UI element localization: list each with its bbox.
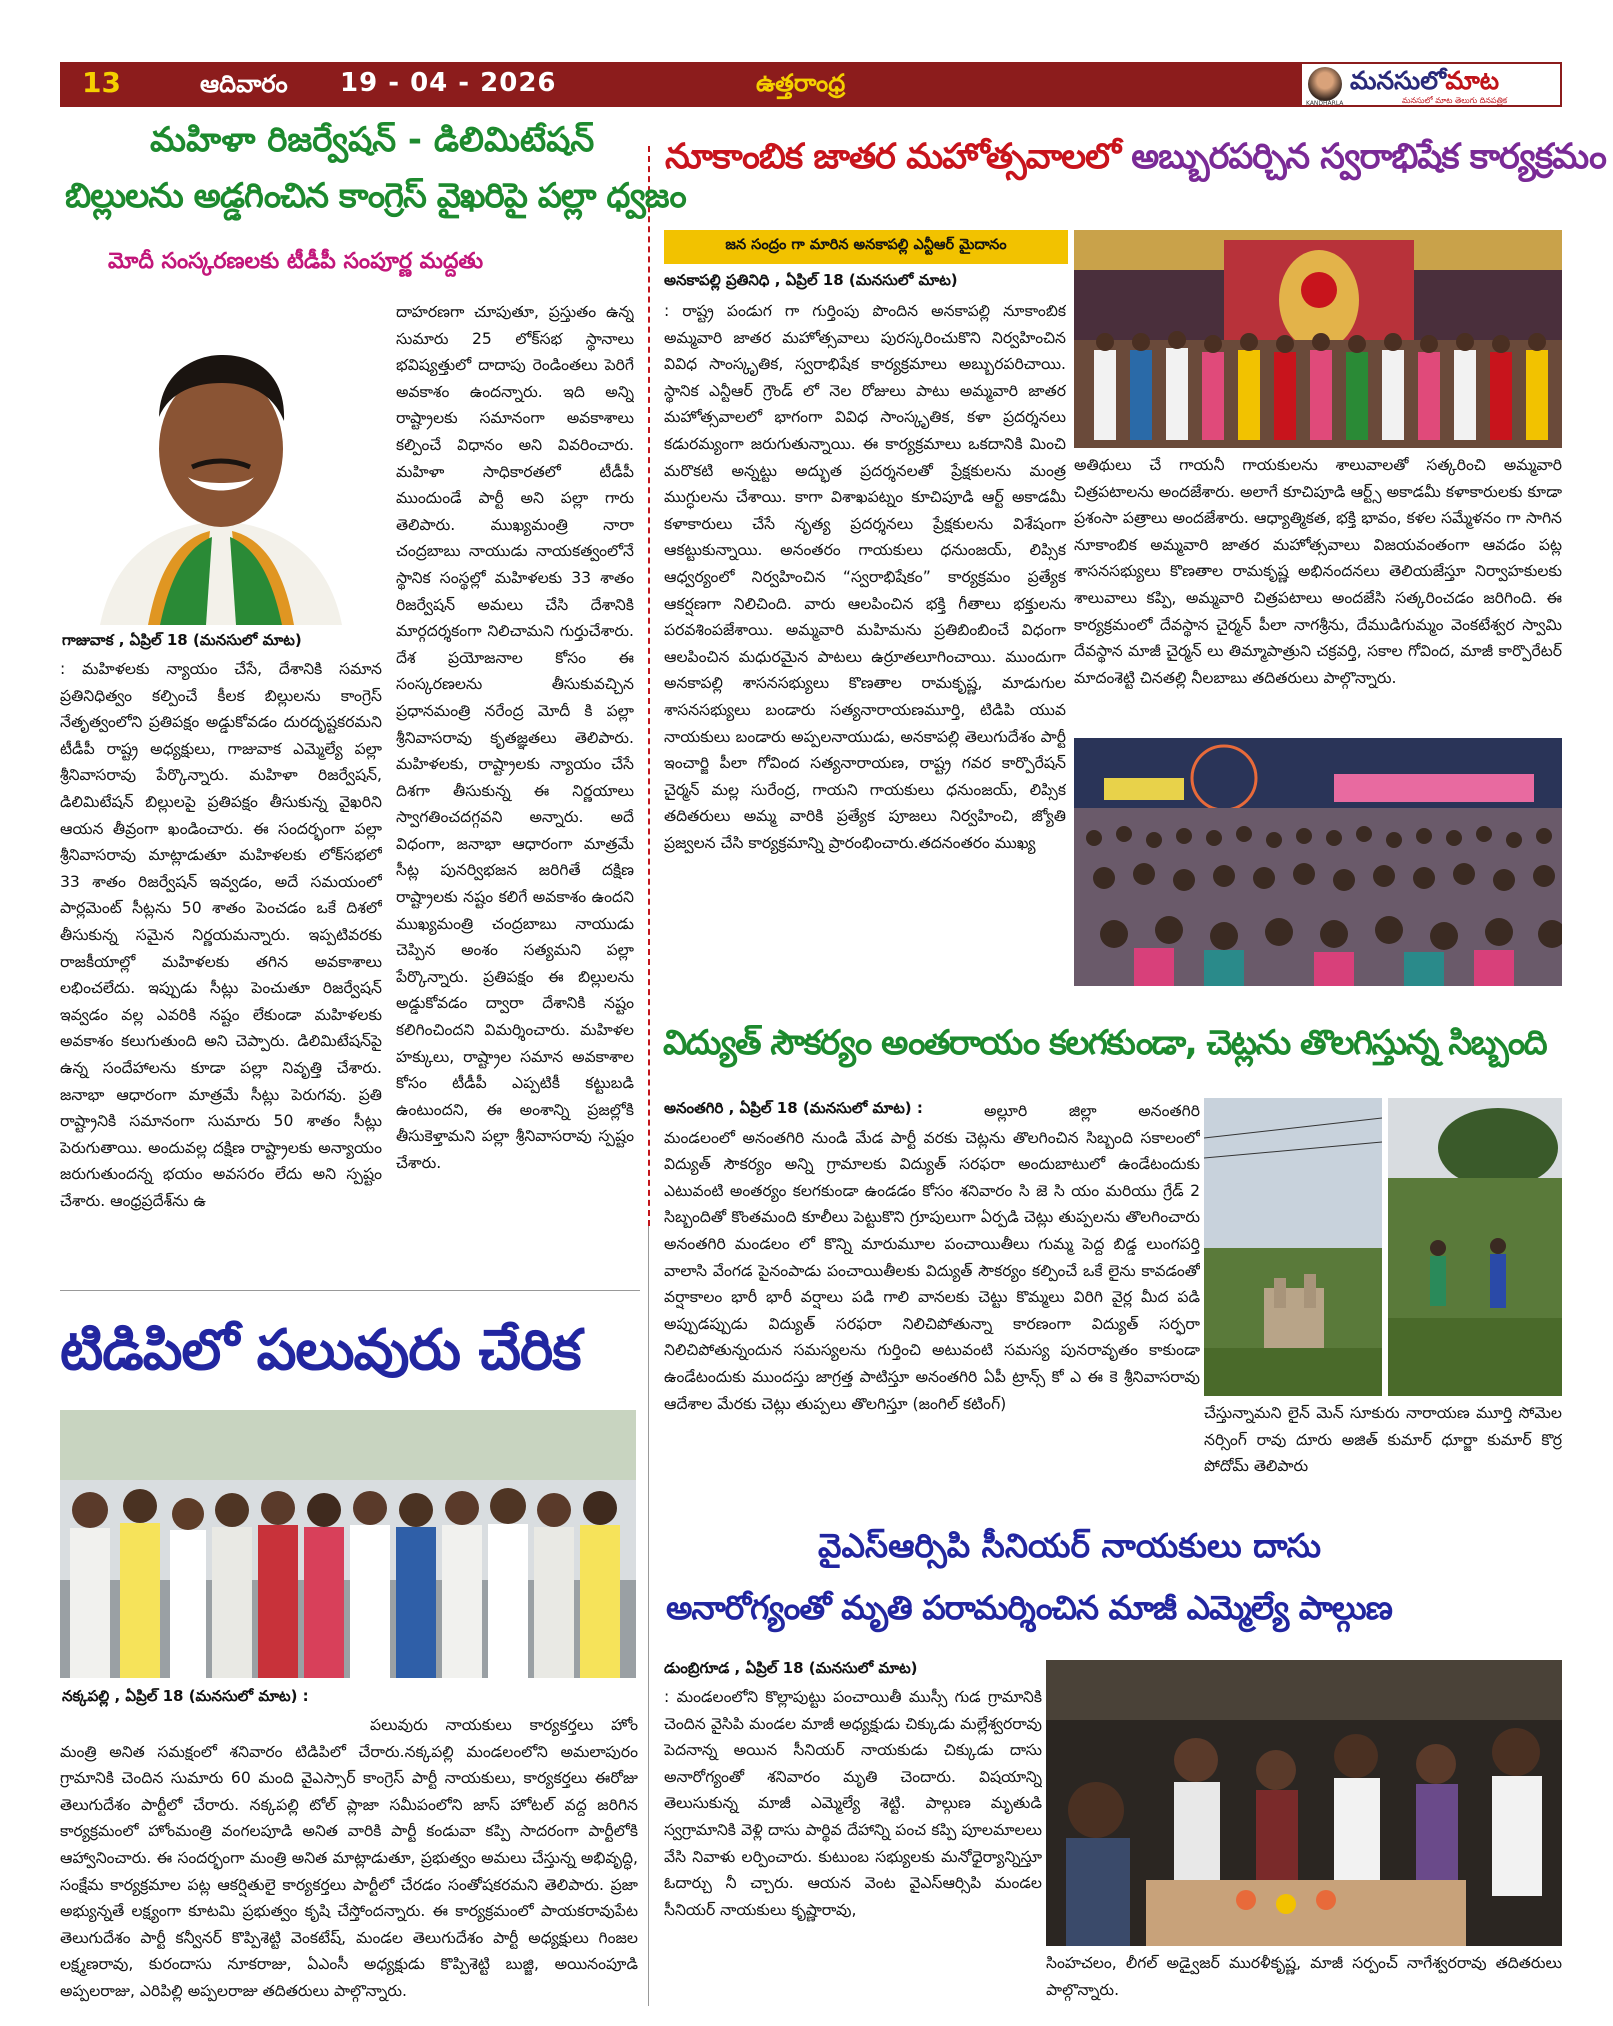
article1-headline-line1: మహిళా రిజర్వేషన్ - డిలిమిటేషన్	[150, 120, 595, 160]
article4-headline: టిడిపిలో పలువురు చేరిక	[60, 1318, 581, 1383]
article5-body-col2: సింహచలం, లీగల్ అడ్వైజర్ మురళీకృష్ణ, మాజీ సర్పంచ్ నాగేశ్వరరావు తదితరులు పాల్గొన్నారు.	[1046, 1954, 1562, 1999]
article2-body-col2: అతిథులు చే గాయనీ గాయకులను శాలువాలతో సత్కరించి అమ్మవారి చిత్రపటాలను అందజేశారు. అలాగే కూచిపూడి ఆర్ట్స్ అకాడమీ కళాకారులకు కూడా ప్రశంసా పత్రాలు అందజేశారు. ఆధ్యాత్మికత, భక్తి భావం, కళల సమ్మేళనం గా సాగిన నూకాంబిక అమ్మవారి జాతర మహోత్సవాలు విజయవంతంగా ఆవడం పట్ల శాసనసభ్యులు కొణతాల రామకృష్ణ అభినందనలు తెలియజేస్తూ నిర్వాహకులకు శాలువాలు కప్పి, అమ్మవారి చిత్రపటాలు అందజేసి సత్కరించడం జరిగింది. ఈ కార్యక్రమంలో దేవస్థాన చైర్మన్ పీలా నాగశ్రీను, దేముడిగుమ్మం వెంకటేశ్వర స్వామి దేవస్థాన మాజీ చైర్మన్ లు తిమ్మాపాత్రుని చక్రవర్తి, సకాల గోవింద, మాజీ కార్పొరేటర్ మాదంశెట్టి చినతల్లి నీలబాబు తదితరులు పాల్గొన్నారు.	[1074, 456, 1562, 687]
article3-body-col2: చేస్తున్నామని లైన్ మెన్ సూకురు నారాయణ మూర్తి సోమెల నర్సింగ్ రావు దూరు అజిత్ కుమార్ ధూర్జా కుమార్ కొర్ర పోదోమ్ తెలిపారు	[1204, 1404, 1562, 1476]
group-joining-image	[60, 1410, 636, 1678]
article4-body: పలువురు నాయకులు కార్యకర్తలు హోం మంత్రి అనిత సమక్షంలో శనివారం టిడిపిలో చేరారు.నక్కపల్లి మండలంలోని అమలాపురం గ్రామానికి చెందిన సుమారు 60 మంది వైఎస్సార్ కాంగ్రెస్ పార్టీ నాయకులు, కార్యకర్తలు ఈరోజు తెలుగుదేశం పార్టీలో చేరారు. నక్కపల్లి టోల్ ప్లాజా సమీపంలోని జాస్ హోటల్ వద్ద జరిగిన కార్యక్రమంలో హోంమంత్రి వంగలపూడి అనిత వారికి పార్టీ కండువా కప్పి సాదరంగా పార్టీలోకి ఆహ్వానించారు. ఈ సందర్భంగా మంత్రి అనిత మాట్లాడుతూ, ప్రభుత్వం అమలు చేస్తున్న అభివృద్ధి, సంక్షేమ కార్యక్రమాల పట్ల ఆకర్షితులై కార్యకర్తలు పార్టీలో చేరడం సంతోషకరమని తెలిపారు. ప్రజా అభ్యున్నతే లక్ష్యంగా కూటమి ప్రభుత్వం కృషి చేస్తోందన్నారు. ఈ కార్యక్రమంలో పాయకరావుపేట తెలుగుదేశం పార్టీ కన్వీనర్ కొప్పిశెట్టి వెంకటేష్, మండల తెలుగుదేశం పార్టీ అధ్యక్షులు గింజల లక్ష్మణరావు, కురందాసు నూకరాజు, ఏఎంసీ అధ్యక్షుడు కొప్పిశెట్టి బుజ్జి, అయినంపూడి అప్పలరాజు, ఎరిపిల్లి అప్పలరాజు తదితరులు పాల్గొన్నారు.	[60, 1716, 638, 2000]
article2-headline-part1: నూకాంబిక జాతర మహోత్సవాలలో	[665, 137, 1121, 177]
stage-felicitation-image	[1074, 230, 1562, 448]
article1-leader-photo	[60, 299, 382, 625]
article2-body-col1: : రాష్ట్ర పండుగ గా గుర్తింపు పొందిన అనకాపల్లి నూకాంబిక అమ్మవారి జాతర మహోత్సవాలు పురస్కరించుకొని నిర్వహించిన వివిధ సాంస్కృతిక, స్వరాభిషేక కార్యక్రమాలు అబ్బురపరిచాయి. స్థానిక ఎన్టీఆర్ గ్రౌండ్ లో నెల రోజులు పాటు అమ్మవారి జాతర మహోత్సవాలలో భాగంగా వివిధ సాంస్కృతిక, కళా ప్రదర్శనలు కడురమ్యంగా జరుగుతున్నాయి. ఈ కార్యక్రమాలు ఒకదానికి మించి మరొకటి అన్నట్టు అద్భుత ప్రదర్శనలతో ప్రేక్షకులను మంత్ర ముగ్ధులను చేశాయి. కాగా విశాఖపట్నం కూచిపూడి ఆర్ట్ అకాడమీ కళాకారులు చేసే నృత్య ప్రదర్శనలు ప్రేక్షకులను విశేషంగా ఆకట్టుకున్నాయి. అనంతరం గాయకులు ధనుంజయ్, లిప్సిక ఆధ్వర్యంలో నిర్వహించిన “స్వరాభిషేకం” కార్యక్రమం ప్రత్యేక ఆకర్షణగా నిలిచింది. వారు ఆలపించిన భక్తి గీతాలు భక్తులను పరవశింపజేశాయి. అమ్మవారి మహిమను ప్రతిబింబించే విధంగా ఆలపించిన మధురమైన పాటలు ఉర్రూతలూగించాయి. ముందుగా అనకాపల్లి శాసనసభ్యులు కొణతాల రామకృష్ణ, మాడుగుల శాసనసభ్యులు బండారు సత్యనారాయణమూర్తి, టిడిపి యువ నాయకులు బండారు అప్పలనాయుడు, అనకాపల్లి తెలుగుదేశం పార్టీ ఇంచార్జి పీలా గోవింద సత్యనారాయణ, రాష్ట్ర గవర కార్పొరేషన్ చైర్మన్ మల్ల సురేంద్ర, గాయని గాయకులు ధనుంజయ్, లిప్సిక తదితరులు అమ్మ వారికి ప్రత్యేక పూజలు నిర్వహించి, జ్యోతి ప్రజ్వలన చేసి కార్యక్రమాన్ని ప్రారంభించారు.తదనంతరం ముఖ్య	[664, 302, 1066, 852]
article4-dateline: నక్కపల్లి , ఏప్రిల్ 18 (మనసులో మాట) :	[62, 1687, 309, 1705]
column-divider-lower	[648, 1226, 649, 2006]
article3-dateline: అనంతగిరి , ఏప్రిల్ 18 (మనసులో మాట) :	[664, 1099, 923, 1117]
article3-photo-left	[1204, 1098, 1382, 1396]
article5-dateline: డుంబ్రిగూడ , ఏప్రిల్ 18 (మనసులో మాట)	[664, 1659, 918, 1677]
leader-portrait-image	[60, 299, 382, 625]
article5-headline-line1: వైఎస్ఆర్సిపి సీనియర్ నాయకులు దాసు	[818, 1526, 1322, 1565]
article3-headline: విద్యుత్ సౌకర్యం అంతరాయం కలగకుండా, చెట్లను తొలగిస్తున్న సిబ్బంది	[663, 1023, 1547, 1063]
logo-small-text: KANDHARLA	[1306, 100, 1344, 107]
workers-clearing-image	[1388, 1098, 1562, 1396]
newspaper-logo	[1300, 62, 1562, 107]
logo-tagline: మనసులో మాట తెలుగు దినపత్రిక	[1402, 96, 1508, 105]
tree-stump-image	[1204, 1098, 1382, 1396]
article5-headline-line2: అనారోగ్యంతో మృతి పరామర్శించిన మాజీ ఎమ్మెల్యే పాల్గుణ	[666, 1588, 1392, 1627]
crowd-gathering-image	[1074, 738, 1562, 986]
logo-portrait-icon	[1308, 67, 1342, 101]
article3-body-col1: అల్లూరి జిల్లా అనంతగిరి మండలంలో అనంతగిరి నుండి మేడ పార్టీ వరకు చెట్లను తొలగించిన సిబ్బంది సకాలంలో విద్యుత్ సౌకర్యం అన్ని గ్రామాలకు విద్యుత్ సరఫరా అందుబాటులో ఉండేటందుకు ఎటువంటి అంతర్యం కలగకుండా ఉండడం కోసం శనివారం సి జె సి యం మరియు గ్రేడ్ 2 సిబ్బందితో కొంతమంది కూలీలు పెట్టుకొని గ్రూపులుగా ఏర్పడి చెట్లు తుప్పలను తొలగించారు అనంతగిరి మండలం లో కొన్ని మారుమూల పంచాయితీలు గుమ్మ పెద్ద బిడ్డ లుంగపర్తి వాలాసి వేంగడ పైనంపాడు పంచాయితీలకు విద్యుత్ సౌకర్యం కల్పించే ఒకే లైను కావడంతో వర్షాకాలం భారీ భారీ వర్షాలు పడి గాలి వానలకు చెట్టు కొమ్మలు విరిగి వైర్ల మీద పడి అప్పుడప్పుడు విద్యుత్ సరఫరా నిలిచిపోతున్నా కారణంగా విద్యుత్ సర్ఫరా నిలిచిపోతున్నందున సమస్యలను గుర్తించి అటువంటి సమస్య పునరావృతం కాకుండా ఉండేటందుకు ముందస్తు జాగ్రత్త పాటిస్తూ అనంతగిరి ఏపీ ట్రాన్స్ కో ఎ ఈ కె శ్రీనివాసరావు ఆదేశాల మేరకు చెట్లు తుప్పలు తొలగిస్తూ (జంగిల్ కటింగ్)	[664, 1102, 1200, 1413]
article5-condolence-photo	[1046, 1660, 1562, 1946]
article1-body-col2: దాహరణగా చూపుతూ, ప్రస్తుతం ఉన్న సుమారు 25 లోక్‌సభ స్థానాలు భవిష్యత్తులో దాదాపు రెండింతలు పెరిగే అవకాశం ఉందన్నారు. ఇది అన్ని రాష్ట్రాలకు సమానంగా అవకాశాలు కల్పించే విధానం అని వివరించారు. మహిళా సాధికారతలో టీడీపీ ముందుండే పార్టీ అని పల్లా గారు తెలిపారు. ముఖ్యమంత్రి నారా చంద్రబాబు నాయుడు నాయకత్వంలోనే స్థానిక సంస్థల్లో మహిళలకు 33 శాతం రిజర్వేషన్ అమలు చేసి దేశానికి మార్గదర్శకంగా నిలిచామని గుర్తుచేశారు. దేశ ప్రయోజనాల కోసం ఈ సంస్కరణలను తీసుకువచ్చిన ప్రధానమంత్రి నరేంద్ర మోదీ కి పల్లా శ్రీనివాసరావు కృతజ్ఞతలు తెలిపారు. మహిళలకు, రాష్ట్రాలకు న్యాయం చేసే దిశగా తీసుకున్న ఈ నిర్ణయాలు స్వాగతించదగ్గవని అన్నారు. అదే విధంగా, జనాభా ఆధారంగా మాత్రమే సీట్ల పునర్విభజన జరిగితే దక్షిణ రాష్ట్రాలకు నష్టం కలిగే అవకాశం ఉందని ముఖ్యమంత్రి చంద్రబాబు నాయుడు చెప్పిన అంశం సత్యమని పల్లా పేర్కొన్నారు. ప్రతిపక్షం ఈ బిల్లులను అడ్డుకోవడం ద్వారా దేశానికి నష్టం కలిగించిందని విమర్శించారు. మహిళల హక్కులు, రాష్ట్రాల సమాన అవకాశాల కోసం టీడీపీ ఎప్పటికీ కట్టుబడి ఉంటుందని, ఈ అంశాన్ని ప్రజల్లోకి తీసుకెళ్తామని పల్లా శ్రీనివాసరావు స్పష్టం చేశారు.	[396, 303, 634, 1172]
region-label: ఉత్తరాంధ్ర	[756, 69, 846, 97]
article1-subheadline: మోదీ సంస్కరణలకు టీడీపీ సంపూర్ణ మద్దతు	[108, 249, 484, 274]
article2-headline-part2: అబ్బురపర్చిన స్వరాభిషేక కార్యక్రమం	[1131, 137, 1606, 177]
article2-stage-photo	[1074, 230, 1562, 448]
article1-headline-line2: బిల్లులను అడ్డగించిన కాంగ్రెస్ వైఖరిపై పల్లా ధ్వజం	[65, 176, 686, 216]
article4-group-photo	[60, 1410, 636, 1678]
day-label: ఆదివారం	[200, 70, 288, 98]
article1-body-col1: : మహిళలకు న్యాయం చేసే, దేశానికి సమాన ప్రతినిధిత్వం కల్పించే కీలక బిల్లులను కాంగ్రెస్ నేతృత్వంలోని ప్రతిపక్షం అడ్డుకోవడం దురదృష్టకరమని టీడీపీ రాష్ట్ర అధ్యక్షులు, గాజువాక ఎమ్మెల్యే పల్లా శ్రీనివాసరావు పేర్కొన్నారు. మహిళా రిజర్వేషన్, డిలిమిటేషన్ బిల్లులపై ప్రతిపక్షం తీసుకున్న వైఖరిని ఆయన తీవ్రంగా ఖండించారు. ఈ సందర్భంగా పల్లా శ్రీనివాసరావు మాట్లాడుతూ మహిళలకు లోక్‌సభలో 33 శాతం రిజర్వేషన్ ఇవ్వడం, అదే సమయంలో పార్లమెంట్ సీట్లను 50 శాతం పెంచడం ఒకే దిశలో తీసుకున్న సమైన నిర్ణయమన్నారు. ఇప్పటివరకు రాజకీయాల్లో మహిళలకు తగిన అవకాశాలు లభించలేదు. ఇప్పుడు సీట్లు పెంచుతూ రిజర్వేషన్ ఇవ్వడం వల్ల ఎవరికి నష్టం లేకుండా మహిళలకు అవకాశం కలుగుతుంది అని చెప్పారు. డిలిమిటేషన్‌పై ఉన్న సందేహాలను కూడా పల్లా నివృత్తి చేశారు. జనాభా ఆధారంగా మాత్రమే సీట్లు పెరుగవు. ప్రతి రాష్ట్రానికి సమానంగా సుమారు 50 శాతం సీట్లు పెరుగుతాయి. అందువల్ల దక్షిణ రాష్ట్రాలకు అన్యాయం జరుగుతుందన్న భయం అవసరం లేదు అని స్పష్టం చేశారు. ఆంధ్రప్రదేశ్‌ను ఉ	[60, 660, 382, 1210]
article2-crowd-photo	[1074, 738, 1562, 986]
logo-name: మనసులోమాట	[1350, 66, 1500, 95]
page-number: 13	[82, 66, 121, 99]
column-divider	[648, 146, 650, 1226]
section-divider	[60, 1290, 640, 1291]
article1-dateline: గాజువాక , ఏప్రిల్ 18 (మనసులో మాట)	[62, 631, 302, 649]
date-label: 19 - 04 - 2026	[340, 68, 557, 98]
article2-dateline: అనకాపల్లి ప్రతినిధి , ఏప్రిల్ 18 (మనసులో మాట)	[664, 271, 958, 289]
article2-headline	[665, 138, 1606, 177]
article2-photo-caption: జన సంద్రం గా మారిన అనకాపల్లి ఎన్టీఆర్ మైదానం	[664, 230, 1068, 264]
article5-body-col1: : మండలంలోని కొల్లాపుట్టు పంచాయితీ ముస్సీ గుడ గ్రామానికి చెందిన వైసిపి మండల మాజీ అధ్యక్షుడు చిక్కుడు మల్లేశ్వరరావు పెదనాన్న అయిన సీనియర్ నాయకుడు చిక్కుడు దాసు అనారోగ్యంతో శనివారం మృతి చెందారు. విషయాన్ని తెలుసుకున్న మాజీ ఎమ్మెల్యే శెట్టి. పాల్గుణ మృతుడి స్వగ్రామానికి వెళ్లి దాసు పార్థివ దేహాన్ని పంచ కప్పి పూలమాలలు వేసి నివాళు లర్పించారు. కుటుంబ సభ్యులకు మనోధైర్యాన్నిస్తూ ఓదార్చు నీ చ్చారు. ఆయన వెంట వైఎస్ఆర్సిపి మండల సీనియర్ నాయకులు కృష్ణారావు,	[664, 1688, 1042, 1919]
article3-photo-right	[1388, 1098, 1562, 1396]
condolence-visit-image	[1046, 1660, 1562, 1946]
